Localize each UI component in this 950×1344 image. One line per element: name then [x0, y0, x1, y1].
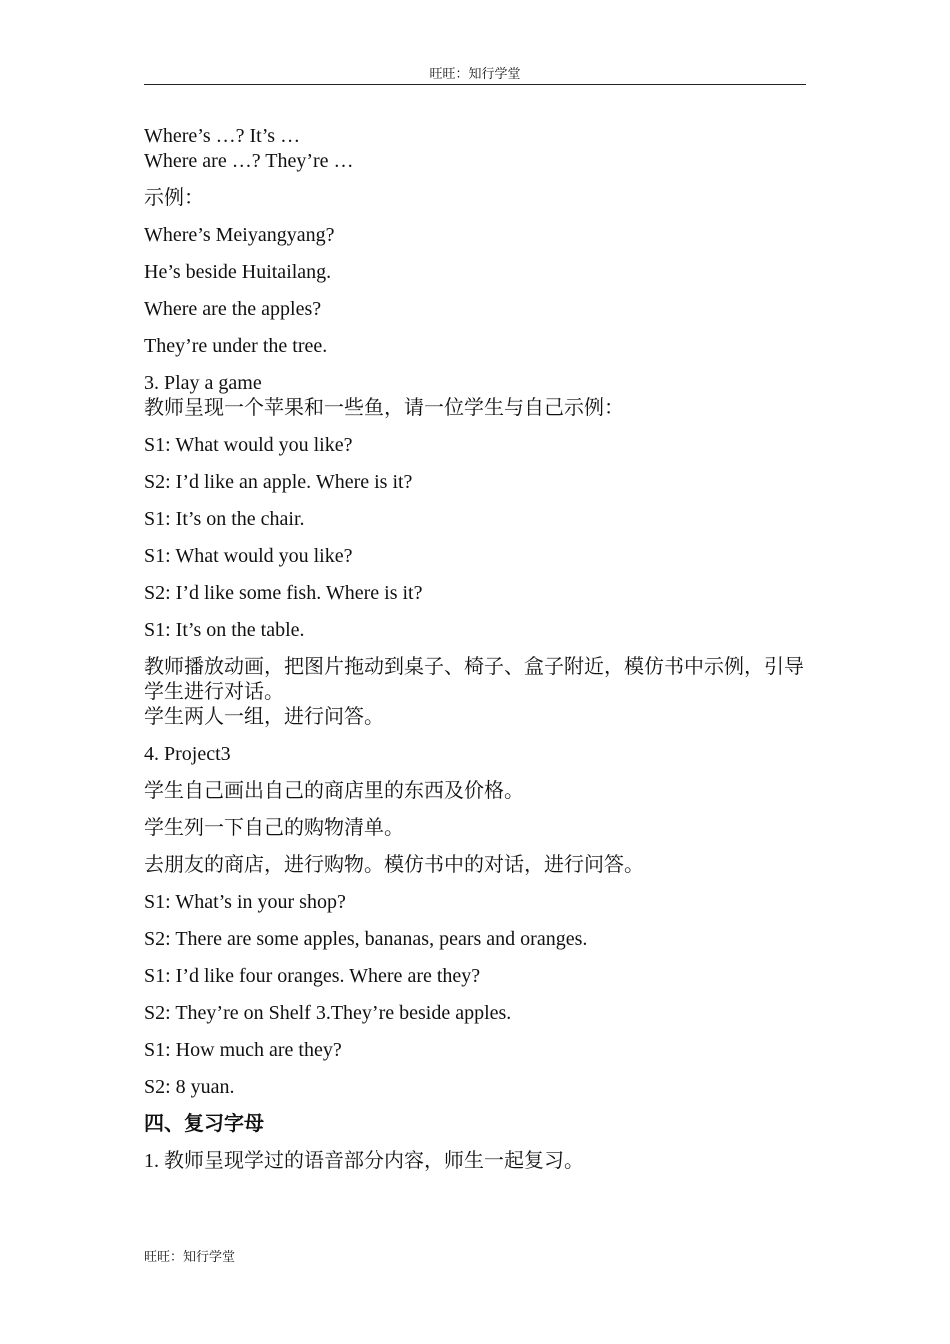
pattern-line-2: Where are …? They’re … [144, 150, 354, 172]
dialogue-line: S2: I’d like some fish. Where is it? [144, 582, 423, 604]
document-body [144, 124, 812, 1186]
dialogue-line: S1: How much are they? [144, 1039, 342, 1061]
section-heading-project3: 4. Project3 [144, 743, 231, 765]
dialogue-line: S1: What would you like? [144, 545, 353, 567]
pattern-line-1: Where’s …? It’s … [144, 125, 301, 147]
text-line: 去朋友的商店，进行购物。模仿书中的对话，进行问答。 [144, 854, 644, 876]
text-line: They’re under the tree. [144, 335, 328, 357]
text-line: 教师呈现一个苹果和一些鱼，请一位学生与自己示例： [144, 397, 624, 419]
text-line: He’s beside Huitailang. [144, 261, 332, 283]
page-header: 旺旺：知行学堂 [144, 64, 806, 85]
dialogue-line: S2: There are some apples, bananas, pears and oranges. [144, 928, 588, 950]
dialogue-line: S1: I’d like four oranges. Where are they? [144, 965, 481, 987]
text-line: 学生两人一组，进行问答。 [144, 706, 384, 728]
text-line: 学生自己画出自己的商店里的东西及价格。 [144, 780, 524, 802]
dialogue-line: S1: It’s on the table. [144, 619, 305, 641]
example-label: 示例： [144, 187, 204, 209]
page-footer: 旺旺：知行学堂 [144, 1249, 236, 1264]
dialogue-line: S2: I’d like an apple. Where is it? [144, 471, 413, 493]
text-line: 学生列一下自己的购物清单。 [144, 817, 404, 839]
dialogue-line: S1: What’s in your shop? [144, 891, 346, 913]
dialogue-line: S2: 8 yuan. [144, 1076, 235, 1098]
text-line: Where are the apples? [144, 298, 322, 320]
section-heading-review-letters: 四、复习字母 [144, 1113, 264, 1135]
text-line: 1. 教师呈现学过的语音部分内容，师生一起复习。 [144, 1150, 584, 1172]
dialogue-line: S2: They’re on Shelf 3.They’re beside apples. [144, 1002, 512, 1024]
paragraph-animation: 教师播放动画，把图片拖动到桌子、椅子、盒子附近，模仿书中示例，引导学生进行对话。 [144, 656, 804, 703]
dialogue-line: S1: It’s on the chair. [144, 508, 305, 530]
text-line: Where’s Meiyangyang? [144, 224, 335, 246]
dialogue-line: S1: What would you like? [144, 434, 353, 456]
section-heading-play-game: 3. Play a game [144, 372, 262, 394]
